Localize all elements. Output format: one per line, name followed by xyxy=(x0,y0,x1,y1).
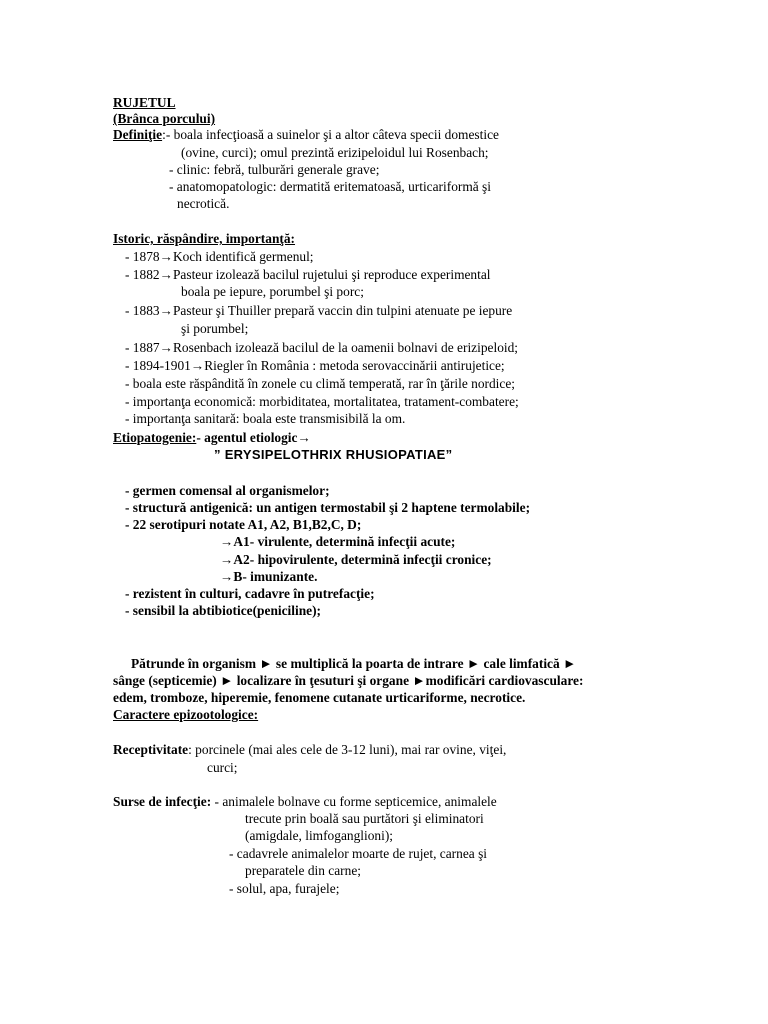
definition-text: :- boala infecţioasă a suinelor şi a altor câteva specii domestice xyxy=(162,127,499,142)
page-subtitle: (Brânca porcului) xyxy=(113,111,216,126)
surse-text: - animalele bolnave cu forme septicemice, animalele xyxy=(211,794,497,809)
istoric-item: - importanţa economică: morbiditatea, mortalitatea, tratament-combatere; xyxy=(125,394,519,409)
definition-line-4: - anatomopatologic: dermatită eritematoasă, urticariformă şi xyxy=(169,179,491,194)
definition-line-2: (ovine, curci); omul prezintă erizipeloidul lui Rosenbach; xyxy=(181,145,489,160)
receptivitate-line-2: curci; xyxy=(207,760,238,775)
etiopatogenie-label: Etiopatogenie: xyxy=(113,430,197,445)
surse-line: - solul, apa, furajele; xyxy=(229,881,340,896)
surse-line: - cadavrele animalelor moarte de rujet, carnea şi xyxy=(229,846,487,861)
etiopatogenie-item: - rezistent în culturi, cadavre în putrefacţie; xyxy=(125,586,375,601)
page-title: RUJETUL xyxy=(113,95,176,110)
definition-label: Definiţie xyxy=(113,127,163,142)
istoric-item: - 1894-1901→Riegler în România : metoda serovaccinării antirujetice; xyxy=(125,358,505,373)
etiopatogenie-line xyxy=(113,429,311,446)
etiopatogenie-item: - sensibil la abtibiotice(peniciline); xyxy=(125,603,322,618)
receptivitate-label: Receptivitate xyxy=(113,742,189,757)
pathogenesis-line: sânge (septicemie) ► localizare în ţesuturi şi organe ►modificări cardiovasculare: xyxy=(113,673,584,688)
serotype-item: →A2- hipovirulente, determină infecţii cronice; xyxy=(220,552,492,567)
istoric-heading: Istoric, răspândire, importanţă: xyxy=(113,231,296,246)
istoric-item: - 1878→Koch identifică germenul; xyxy=(125,249,314,264)
istoric-item: şi porumbel; xyxy=(181,321,249,336)
etiopatogenie-item: - germen comensal al organismelor; xyxy=(125,483,330,498)
definition-line-3: - clinic: febră, tulburări generale grave; xyxy=(169,162,380,177)
receptivitate-line-1 xyxy=(113,741,506,758)
istoric-item: - importanţa sanitară: boala este transmisibilă la om. xyxy=(125,411,406,426)
istoric-item: - 1883→Pasteur şi Thuiller prepară vaccin din tulpini atenuate pe iepure xyxy=(125,303,513,318)
istoric-item: - 1887→Rosenbach izolează bacilul de la oamenii bolnavi de erizipeloid; xyxy=(125,340,519,355)
istoric-item: - 1882→Pasteur izolează bacilul rujetului şi reproduce experimental xyxy=(125,267,491,282)
pathogenesis-line: edem, tromboze, hiperemie, fenomene cutanate urticariforme, necrotice. xyxy=(113,690,526,705)
istoric-item: - boala este răspândită în zonele cu climă temperată, rar în ţările nordice; xyxy=(125,376,516,391)
surse-line-1 xyxy=(113,793,497,810)
definition-line-5: necrotică. xyxy=(177,196,230,211)
etiopatogenie-item: - structură antigenică: un antigen termostabil şi 2 haptene termolabile; xyxy=(125,500,531,515)
receptivitate-text: : porcinele (mai ales cele de 3-12 luni), mai rar ovine, viţei, xyxy=(188,742,507,757)
surse-line: (amigdale, limfoganglioni); xyxy=(245,828,394,843)
surse-line: preparatele din carne; xyxy=(245,863,361,878)
etiopatogenie-item: - 22 serotipuri notate A1, A2, B1,B2,C, D; xyxy=(125,517,362,532)
istoric-item: boala pe iepure, porumbel şi porc; xyxy=(181,284,364,299)
serotype-item: →A1- virulente, determină infecţii acute; xyxy=(220,534,456,549)
surse-line: trecute prin boală sau purtători şi eliminatori xyxy=(245,811,484,826)
surse-label: Surse de infecţie: xyxy=(113,794,212,809)
caractere-heading: Caractere epizootologice: xyxy=(113,707,259,722)
serotype-item: →B- imunizante. xyxy=(220,569,318,584)
pathogenesis-line: Pătrunde în organism ► se multiplică la poarta de intrare ► cale limfatică ► xyxy=(131,656,577,671)
definition-line-1 xyxy=(113,126,499,143)
etiologic-agent-name: ” ERYSIPELOTHRIX RHUSIOPATIAE” xyxy=(214,447,453,462)
etiopatogenie-rest: - agentul etiologic→ xyxy=(196,430,311,445)
